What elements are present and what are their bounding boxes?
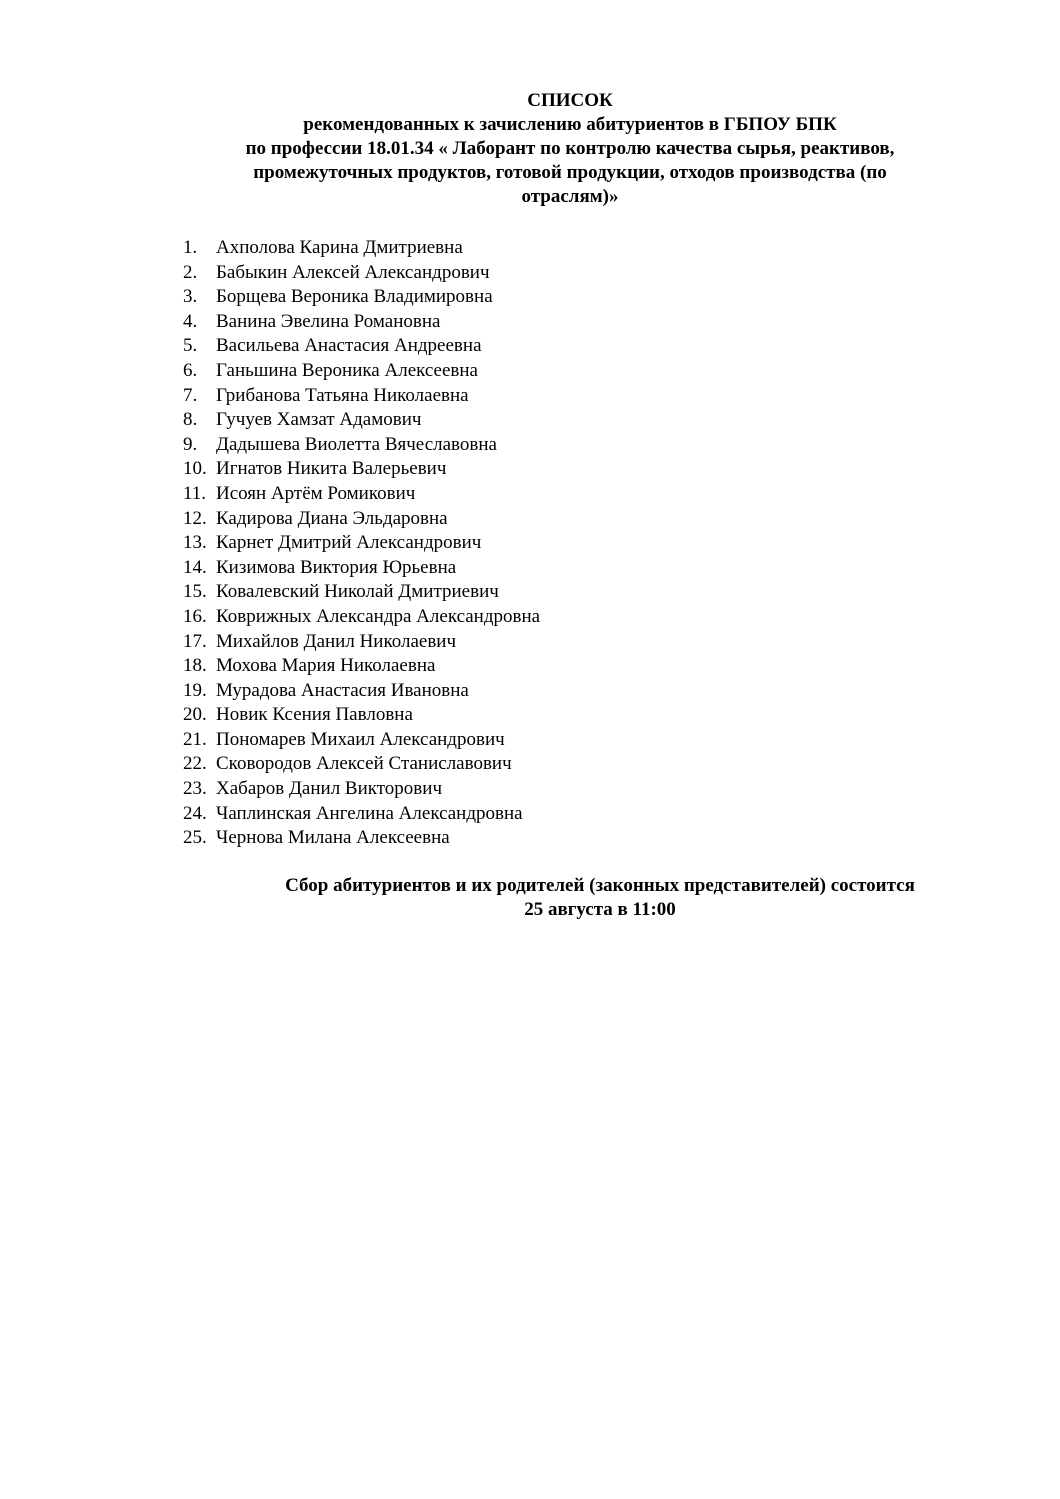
list-item-number: 20. xyxy=(183,704,207,726)
list-item-number: 13. xyxy=(183,532,207,554)
list-item-name: Мурадова Анастасия Ивановна xyxy=(216,679,469,701)
list-item-name: Ахполова Карина Дмитриевна xyxy=(216,237,463,258)
list-item-number: 23. xyxy=(183,778,207,800)
list-item-number: 18. xyxy=(183,655,207,677)
list-item-number: 16. xyxy=(183,605,207,627)
list-item-number: 14. xyxy=(183,556,207,578)
list-item-name: Пономарев Михаил Александрович xyxy=(216,728,505,750)
list-item-number: 1. xyxy=(183,237,198,258)
list-item xyxy=(183,433,540,458)
list-item xyxy=(183,777,540,802)
list-item-name: Ковалевский Николай Дмитриевич xyxy=(216,581,499,603)
list-item xyxy=(183,703,540,728)
list-item xyxy=(183,334,540,359)
list-item xyxy=(183,236,540,261)
list-item xyxy=(183,457,540,482)
announcement-date: 25 августа в 11:00 xyxy=(524,899,676,920)
list-item-number: 9. xyxy=(183,433,198,455)
list-item xyxy=(183,359,540,384)
list-item-name: Кадирова Диана Эльдаровна xyxy=(216,507,448,529)
list-item-number: 4. xyxy=(183,310,198,332)
list-item xyxy=(183,826,540,851)
list-item-number: 6. xyxy=(183,359,198,381)
list-item-name: Исоян Артём Ромикович xyxy=(216,482,416,504)
list-item xyxy=(183,285,540,310)
list-item xyxy=(183,531,540,556)
list-item xyxy=(183,654,540,679)
list-item-name: Игнатов Никита Валерьевич xyxy=(216,458,447,480)
meeting-announcement xyxy=(190,874,1010,922)
applicant-list xyxy=(183,236,540,851)
list-item-number: 17. xyxy=(183,630,207,652)
list-item-name: Дадышева Виолетта Вячеславовна xyxy=(216,433,497,455)
list-item-name: Васильева Анастасия Андреевна xyxy=(216,335,482,357)
list-item-name: Борщева Вероника Владимировна xyxy=(216,286,493,308)
list-item-name: Чаплинская Ангелина Александровна xyxy=(216,802,523,824)
list-item-name: Бабыкин Алексей Александрович xyxy=(216,261,490,283)
list-item-name: Карнет Дмитрий Александрович xyxy=(216,532,482,554)
list-item-number: 15. xyxy=(183,581,207,603)
list-item-number: 25. xyxy=(183,827,207,849)
announcement-text: Сбор абитуриентов и их родителей (законных представителей) состоится xyxy=(285,875,915,896)
list-item xyxy=(183,556,540,581)
list-item-number: 2. xyxy=(183,261,198,283)
list-item xyxy=(183,630,540,655)
list-item-number: 7. xyxy=(183,384,198,406)
list-item xyxy=(183,384,540,409)
list-item xyxy=(183,802,540,827)
header-subtitle-line: рекомендованных к зачислению абитуриентов в ГБПОУ БПК xyxy=(303,114,837,135)
list-item xyxy=(183,408,540,433)
list-item xyxy=(183,310,540,335)
list-item-name: Михайлов Данил Николаевич xyxy=(216,630,457,652)
list-item-name: Хабаров Данил Викторович xyxy=(216,778,443,800)
list-item-number: 3. xyxy=(183,286,198,308)
list-item-name: Чернова Милана Алексеевна xyxy=(216,827,450,849)
list-item-number: 8. xyxy=(183,409,198,431)
list-item-number: 19. xyxy=(183,679,207,701)
list-item xyxy=(183,679,540,704)
list-item-number: 22. xyxy=(183,753,207,775)
list-item-name: Новик Ксения Павловна xyxy=(216,704,413,726)
list-item-number: 10. xyxy=(183,458,207,480)
list-item-name: Ганьшина Вероника Алексеевна xyxy=(216,359,478,381)
list-item xyxy=(183,752,540,777)
list-item xyxy=(183,728,540,753)
list-item xyxy=(183,580,540,605)
list-item-name: Коврижных Александра Александровна xyxy=(216,605,541,627)
list-item-number: 12. xyxy=(183,507,207,529)
list-item-name: Ванина Эвелина Романовна xyxy=(216,310,441,332)
list-item xyxy=(183,605,540,630)
list-item-name: Мохова Мария Николаевна xyxy=(216,655,436,677)
list-item-number: 5. xyxy=(183,335,198,357)
list-item-name: Грибанова Татьяна Николаевна xyxy=(216,384,469,406)
list-item-number: 24. xyxy=(183,802,207,824)
list-item xyxy=(183,507,540,532)
document-header xyxy=(160,89,980,209)
header-profession-line: отраслям)» xyxy=(521,186,619,207)
list-item-number: 21. xyxy=(183,728,207,750)
list-item-name: Кизимова Виктория Юрьевна xyxy=(216,556,457,578)
header-profession-line: промежуточных продуктов, готовой продукции, отходов производства (по xyxy=(253,162,887,183)
list-item xyxy=(183,482,540,507)
list-item-name: Гучуев Хамзат Адамович xyxy=(216,409,422,431)
list-item-number: 11. xyxy=(183,482,207,504)
document-title: СПИСОК xyxy=(527,90,613,111)
list-item xyxy=(183,261,540,286)
header-profession-line: по профессии 18.01.34 « Лаборант по контролю качества сырья, реактивов, xyxy=(245,138,895,159)
list-item-name: Сковородов Алексей Станиславович xyxy=(216,753,512,775)
